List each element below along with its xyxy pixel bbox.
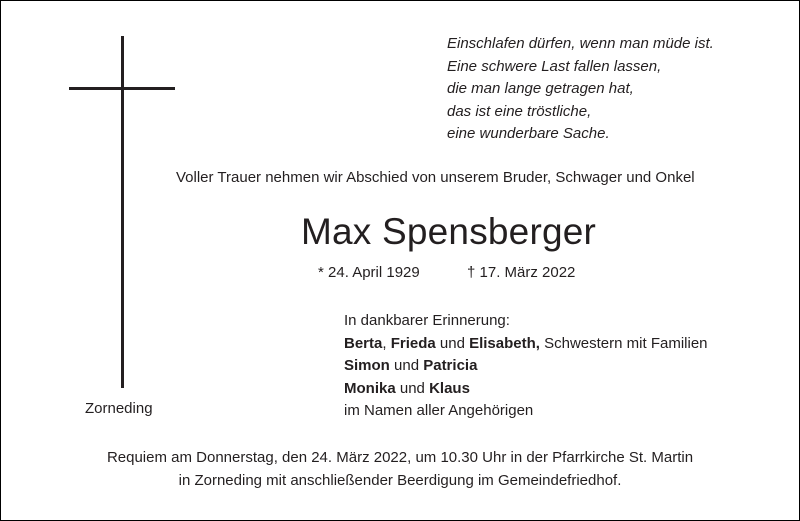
service-line: in Zorneding mit anschließender Beerdigung im Gemeindefriedhof.	[178, 471, 622, 489]
poem-line: Einschlafen dürfen, wenn man müde ist.	[447, 35, 714, 52]
separator: und	[395, 379, 430, 397]
poem-line: Eine schwere Last fallen lassen,	[447, 57, 662, 75]
intro-text: Voller Trauer nehmen wir Abschied von unserem Bruder, Schwager und Onkel	[176, 169, 695, 186]
mourner-name: Patricia	[423, 357, 478, 374]
separator: und	[389, 357, 424, 374]
mourner-name: Frieda	[390, 334, 436, 352]
service-info	[0, 447, 800, 492]
mourners-line	[344, 355, 708, 378]
separator: ,	[382, 334, 391, 352]
poem-line: die man lange getragen hat,	[447, 80, 634, 98]
cross-icon-horizontal-bar	[69, 87, 175, 90]
poem-line: eine wunderbare Sache.	[447, 125, 610, 143]
place-name: Zorneding	[85, 400, 153, 417]
mourners-heading: In dankbarer Erinnerung:	[344, 312, 510, 329]
poem-line: das ist eine tröstliche,	[447, 102, 592, 120]
mourner-name: Simon	[344, 357, 390, 374]
mourner-relation: Schwestern mit Familien	[539, 334, 708, 352]
mourners-list	[344, 310, 708, 423]
mourner-name: Berta	[344, 334, 383, 352]
mourners-closing: im Namen aller Angehörigen	[344, 402, 534, 419]
mourners-line	[344, 378, 708, 401]
service-line: Requiem am Donnerstag, den 24. März 2022, um 10.30 Uhr in der Pfarrkirche St. Martin	[106, 449, 694, 466]
poem	[447, 33, 714, 146]
death-date: † 17. März 2022	[467, 264, 576, 281]
deceased-name: Max Spensberger	[301, 211, 597, 252]
birth-date: * 24. April 1929	[318, 264, 420, 281]
mourner-name: Elisabeth,	[469, 334, 540, 352]
separator: und	[435, 334, 470, 352]
mourner-name: Monika	[344, 379, 396, 397]
mourner-name: Klaus	[429, 379, 470, 397]
mourners-line	[344, 333, 708, 356]
